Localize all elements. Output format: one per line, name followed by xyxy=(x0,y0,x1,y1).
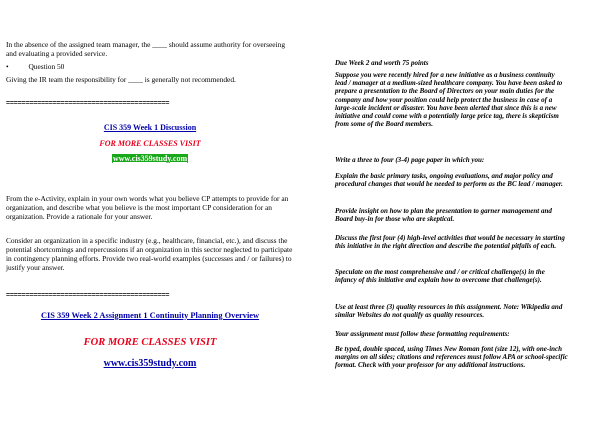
week1-title-link[interactable] xyxy=(0,123,300,132)
right-page xyxy=(300,0,600,424)
week1-title[interactable]: CIS 359 Week 1 Discussion xyxy=(103,123,197,132)
more-classes-banner-2 xyxy=(0,337,300,349)
requirement-item: Explain the basic primary tasks, ongoing evaluations, and major policy and procedural changes that would be needed to perform as the BC lead / manager. xyxy=(335,172,563,189)
week2-title[interactable]: CIS 359 Week 2 Assignment 1 Continuity Planning Overview xyxy=(40,311,260,320)
separator: ========================================== xyxy=(6,100,170,107)
assignment-intro: Suppose you were recently hired for a new initiative as a business continuity lead / manager at a medium-sized healthcare company. You have been asked to prepare a presentation to the Board of Directors on your main duties for the company and how your position could help protect the business in case of a large-scale incident or disaster. You have been alerted that since this is a new initiative and could come with a potentially large price tag, there is skepticism from some of the Board members. xyxy=(335,71,563,129)
more-classes-text: FOR MORE CLASSES VISIT xyxy=(99,139,201,148)
requirement-item: Discuss the first four (4) high-level activities that would be necessary in starting this initiative in the right direction and describe the potential pitfalls of each. xyxy=(335,234,565,251)
due-date: Due Week 2 and worth 75 points xyxy=(335,59,429,67)
website-link[interactable]: www.cis359study.com xyxy=(112,154,188,163)
requirement-item: Provide insight on how to plan the presentation to garner management and Board buy-in for those who are skeptical. xyxy=(335,207,552,224)
formatting-intro: Your assignment must follow these formatting requirements: xyxy=(335,330,510,338)
requirement-item: Use at least three (3) quality resources in this assignment. Note: Wikipedia and similar Websites do not qualify as quality resources. xyxy=(335,303,563,320)
question-50-label xyxy=(6,62,106,71)
question-49-text: In the absence of the assigned team manager, the ____ should assume authority for overseeing and evaluating a provided service. xyxy=(6,40,286,58)
website-link-wrap-2[interactable] xyxy=(0,358,300,370)
question-50-text: Giving the IR team the responsibility for ____ is generally not recommended. xyxy=(6,75,236,84)
bullet: • xyxy=(6,62,9,71)
week2-title-link[interactable] xyxy=(35,310,265,321)
more-classes-text-2: FOR MORE CLASSES VISIT xyxy=(83,337,217,348)
week1-paragraph-1: From the e-Activity, explain in your own words what you believe CP attempts to provide for an organization, and describe what you believe is the most important CP consideration for an organization. Provide a rationale for your answer. xyxy=(6,194,289,221)
week1-paragraph-2: Consider an organization in a specific industry (e.g., healthcare, financial, etc.), and discuss the potential shortcomings and repercussions if an organization in this sector neglected to participate in contingency planning efforts. Provide two real-world examples (successes and / or failures) to justify your answer. xyxy=(6,236,293,272)
formatting-requirement: Be typed, double spaced, using Times New Roman font (size 12), with one-inch margins on all sides; citations and references must follow APA or school-specific format. Check with your professor for any additional instructions. xyxy=(335,345,568,370)
more-classes-banner xyxy=(0,139,300,148)
question-50-number: Question 50 xyxy=(28,62,65,71)
write-instruction: Write a three to four (3-4) page paper in which you: xyxy=(335,156,485,164)
website-link-2[interactable]: www.cis359study.com xyxy=(103,358,197,369)
requirement-item: Speculate on the most comprehensive and / or critical challenge(s) in the infancy of this initiative and explain how to overcome that challenge(s). xyxy=(335,268,545,285)
website-link-wrap[interactable] xyxy=(0,154,300,163)
separator-2: ========================================== xyxy=(6,292,170,299)
